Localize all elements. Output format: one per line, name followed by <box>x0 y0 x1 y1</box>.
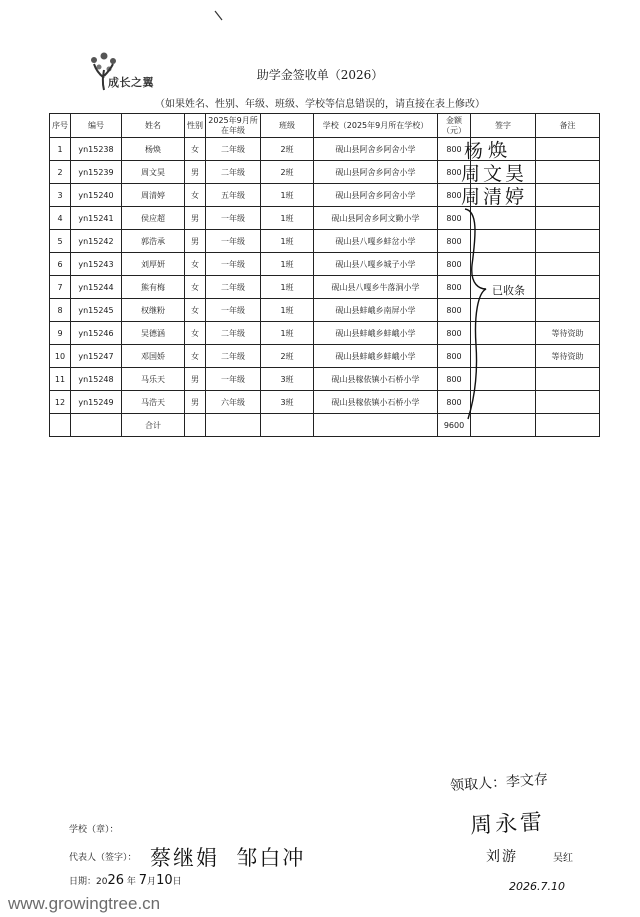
total-label: 合计 <box>122 414 185 437</box>
date-day-handwritten: 10 <box>156 873 173 888</box>
cell-remark: 等待资助 <box>536 322 600 345</box>
cell-no: 3 <box>50 184 71 207</box>
representative-label: 代表人（签字）： <box>69 853 137 863</box>
cell-grade: 一年级 <box>206 230 261 253</box>
col-header-amount: 金额（元） <box>438 114 471 138</box>
cell-name: 马乐天 <box>122 368 185 391</box>
cell-name: 吴德涵 <box>122 322 185 345</box>
representative-signature: 蔡继娟 邹白冲 <box>150 846 306 870</box>
cell-amount: 800 <box>438 253 471 276</box>
cell-school: 砚山县阿舍乡阿舍小学 <box>314 161 438 184</box>
cell-id: yn15244 <box>71 276 122 299</box>
cell-remark <box>536 253 600 276</box>
cell-id: yn15243 <box>71 253 122 276</box>
cell-id: yn15238 <box>71 138 122 161</box>
cell-gender: 女 <box>185 299 206 322</box>
cell-amount: 800 <box>438 345 471 368</box>
cell-no: 9 <box>50 322 71 345</box>
cell-remark <box>536 368 600 391</box>
cell-grade: 二年级 <box>206 138 261 161</box>
cell-remark <box>536 276 600 299</box>
date-line <box>69 873 182 888</box>
cell-grade: 二年级 <box>206 276 261 299</box>
school-seal-label: 学校（章）： <box>69 825 119 835</box>
cell-name: 邓国娇 <box>122 345 185 368</box>
cell-name: 周清婷 <box>122 184 185 207</box>
cell-gender: 女 <box>185 345 206 368</box>
cell-id: yn15249 <box>71 391 122 414</box>
handler-signature: 领取人：李文存 <box>449 771 549 795</box>
document-note: （如果姓名、性别、年级、班级、学校等信息错误的，请直接在表上修改） <box>155 99 485 110</box>
cell-class: 1班 <box>261 322 314 345</box>
col-header-school: 学校（2025年9月所在学校） <box>314 114 438 138</box>
cell-remark <box>536 161 600 184</box>
cell-school: 砚山县八嘎乡城子小学 <box>314 253 438 276</box>
cell-school: 砚山县阿舍乡阿文勤小学 <box>314 207 438 230</box>
handler-date: 2026.7.10 <box>509 880 565 893</box>
cell-grade: 一年级 <box>206 207 261 230</box>
cell-class: 1班 <box>261 276 314 299</box>
logo-text: 成长之翼 <box>108 76 154 89</box>
cell-no: 10 <box>50 345 71 368</box>
cell-gender: 男 <box>185 230 206 253</box>
cell-no: 5 <box>50 230 71 253</box>
cell-amount: 800 <box>438 138 471 161</box>
cell-name: 侯应超 <box>122 207 185 230</box>
table-row <box>50 138 600 161</box>
col-header-remark: 备注 <box>536 114 600 138</box>
cell-gender: 女 <box>185 138 206 161</box>
cell-id: yn15241 <box>71 207 122 230</box>
cell-gender: 女 <box>185 322 206 345</box>
date-month-handwritten: 7 <box>138 873 148 888</box>
date-prefix: 日期：20 <box>69 877 108 887</box>
cell-school: 砚山县阿舍乡阿舍小学 <box>314 184 438 207</box>
day-char: 日 <box>172 877 182 887</box>
cell-class: 1班 <box>261 299 314 322</box>
cell-school: 砚山县稼依镇小石桥小学 <box>314 368 438 391</box>
cell-school: 砚山县八嘎乡蚌岔小学 <box>314 230 438 253</box>
cell-class: 1班 <box>261 253 314 276</box>
cell-school: 砚山县阿舍乡阿舍小学 <box>314 138 438 161</box>
cell-amount: 800 <box>438 161 471 184</box>
cell-class: 3班 <box>261 391 314 414</box>
watermark: www.growingtree.cn <box>8 894 161 913</box>
cell-gender: 男 <box>185 391 206 414</box>
document-title: 助学金签收单（2026） <box>256 68 384 82</box>
col-header-id: 编号 <box>71 114 122 138</box>
cell-amount: 800 <box>438 391 471 414</box>
cell-grade: 一年级 <box>206 253 261 276</box>
col-header-signature: 签字 <box>471 114 536 138</box>
cell-id: yn15242 <box>71 230 122 253</box>
year-char: 年 <box>126 877 136 887</box>
cell-name: 周文昊 <box>122 161 185 184</box>
cell-grade: 二年级 <box>206 161 261 184</box>
cell-school: 砚山县蚌峨乡蚌峨小学 <box>314 345 438 368</box>
cell-school: 砚山县稼依镇小石桥小学 <box>314 391 438 414</box>
cell-amount: 800 <box>438 276 471 299</box>
cell-school: 砚山县蚌峨乡蚌峨小学 <box>314 322 438 345</box>
cell-no: 6 <box>50 253 71 276</box>
cell-grade: 六年级 <box>206 391 261 414</box>
cell-amount: 800 <box>438 299 471 322</box>
cell-amount: 800 <box>438 322 471 345</box>
cell-id: yn15239 <box>71 161 122 184</box>
cell-class: 1班 <box>261 207 314 230</box>
stray-mark <box>214 10 224 22</box>
cell-amount: 800 <box>438 230 471 253</box>
cell-name: 杨焕 <box>122 138 185 161</box>
cell-gender: 男 <box>185 161 206 184</box>
cell-remark <box>536 230 600 253</box>
cell-gender: 女 <box>185 184 206 207</box>
signature-received-note: 已收条 <box>492 284 525 297</box>
handler-signature-4: 吴红 <box>553 853 573 864</box>
cell-grade: 一年级 <box>206 368 261 391</box>
cell-id: yn15247 <box>71 345 122 368</box>
cell-no: 4 <box>50 207 71 230</box>
cell-remark <box>536 184 600 207</box>
cell-name: 刘厚妍 <box>122 253 185 276</box>
date-year-handwritten: 26 <box>107 873 124 888</box>
cell-grade: 二年级 <box>206 345 261 368</box>
cell-gender: 女 <box>185 276 206 299</box>
cell-remark <box>536 207 600 230</box>
cell-amount: 800 <box>438 368 471 391</box>
cell-class: 2班 <box>261 161 314 184</box>
signature-row1: 杨焕 <box>463 139 513 163</box>
cell-grade: 二年级 <box>206 322 261 345</box>
handler-signature-2: 周永雷 <box>469 810 546 839</box>
cell-class: 2班 <box>261 345 314 368</box>
col-header-name: 姓名 <box>122 114 185 138</box>
cell-id: yn15245 <box>71 299 122 322</box>
col-header-class: 班级 <box>261 114 314 138</box>
cell-grade: 一年级 <box>206 299 261 322</box>
signature-row2: 周文昊 <box>461 163 528 185</box>
cell-no: 11 <box>50 368 71 391</box>
cell-no: 1 <box>50 138 71 161</box>
cell-grade: 五年级 <box>206 184 261 207</box>
cell-gender: 男 <box>185 207 206 230</box>
cell-gender: 男 <box>185 368 206 391</box>
cell-school: 砚山县八嘎乡牛落洞小学 <box>314 276 438 299</box>
cell-no: 12 <box>50 391 71 414</box>
cell-id: yn15246 <box>71 322 122 345</box>
table-header-row <box>50 114 600 138</box>
cell-remark <box>536 138 600 161</box>
cell-remark <box>536 299 600 322</box>
cell-school: 砚山县蚌峨乡南屏小学 <box>314 299 438 322</box>
cell-id: yn15248 <box>71 368 122 391</box>
cell-no: 2 <box>50 161 71 184</box>
cell-amount: 800 <box>438 184 471 207</box>
col-header-grade: 2025年9月所在年级 <box>206 114 261 138</box>
cell-name: 郭浩承 <box>122 230 185 253</box>
cell-class: 1班 <box>261 184 314 207</box>
cell-class: 3班 <box>261 368 314 391</box>
cell-id: yn15240 <box>71 184 122 207</box>
cell-class: 2班 <box>261 138 314 161</box>
signature-brace-mark <box>460 205 530 425</box>
cell-gender: 女 <box>185 253 206 276</box>
cell-amount: 800 <box>438 207 471 230</box>
cell-no: 8 <box>50 299 71 322</box>
handler-signature-3: 刘游 <box>486 849 518 865</box>
cell-no: 7 <box>50 276 71 299</box>
cell-class: 1班 <box>261 230 314 253</box>
month-char: 月 <box>147 877 157 887</box>
cell-name: 马浩天 <box>122 391 185 414</box>
col-header-gender: 性别 <box>185 114 206 138</box>
cell-remark: 等待资助 <box>536 345 600 368</box>
col-header-no: 序号 <box>50 114 71 138</box>
cell-name: 熊有梅 <box>122 276 185 299</box>
cell-name: 权继粉 <box>122 299 185 322</box>
signature-row3: 周清婷 <box>461 186 528 208</box>
total-amount: 9600 <box>438 414 471 437</box>
cell-remark <box>536 391 600 414</box>
